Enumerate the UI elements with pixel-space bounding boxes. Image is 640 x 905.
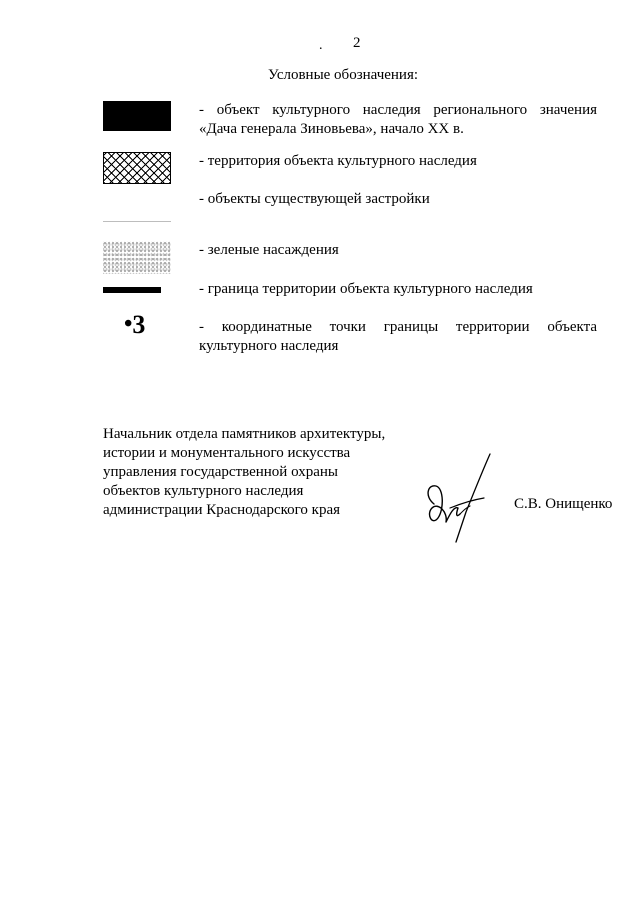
cultural-heritage-object-symbol — [103, 101, 171, 131]
signatory-title — [103, 425, 385, 520]
coordinate-point-symbol — [124, 312, 145, 338]
legend-item-existing-buildings — [199, 190, 597, 209]
heritage-territory-symbol — [103, 152, 171, 184]
signatory-title-line: управления государственной охраны — [103, 464, 338, 480]
legend-item-heritage-object — [199, 101, 597, 139]
signatory-title-line: Начальник отдела памятников архитектуры, — [103, 426, 386, 442]
handwritten-signature — [420, 452, 498, 544]
signatory-title-line: объектов культурного наследия — [103, 483, 304, 499]
signer-name: С.В. Онищенко — [514, 496, 613, 512]
legend-text-line: - координатные точки границы территории объекта — [199, 319, 597, 335]
legend-text-line: «Дача генерала Зиновьева», начало XX в. — [199, 121, 464, 137]
legend-text-line: - территория объекта культурного наследия — [199, 153, 477, 169]
point-dot-icon: • — [124, 311, 133, 337]
legend-text-line: - объект культурного наследия регионального значения — [199, 102, 597, 118]
existing-buildings-symbol — [103, 221, 171, 222]
legend-title: Условные обозначения: — [268, 67, 419, 83]
legend-text-line: - объекты существующей застройки — [199, 191, 430, 207]
legend-item-green-plantings — [199, 241, 597, 260]
legend-text-line: культурного наследия — [199, 338, 339, 354]
point-number-label: 3 — [132, 310, 146, 339]
legend-text-line: - зеленые насаждения — [199, 242, 339, 258]
legend-item-heritage-territory — [199, 152, 597, 171]
legend-text-line: - граница территории объекта культурного наследия — [199, 281, 533, 297]
page-number: 2 — [353, 35, 361, 51]
signatory-title-line: истории и монументального искусства — [103, 445, 351, 461]
green-plantings-symbol — [103, 241, 171, 274]
legend-item-coordinate-points — [199, 318, 597, 356]
legend-item-territory-border — [199, 280, 597, 299]
page-dot: . — [319, 38, 323, 53]
signatory-title-line: администрации Краснодарского края — [103, 502, 341, 518]
territory-border-symbol — [103, 287, 161, 293]
